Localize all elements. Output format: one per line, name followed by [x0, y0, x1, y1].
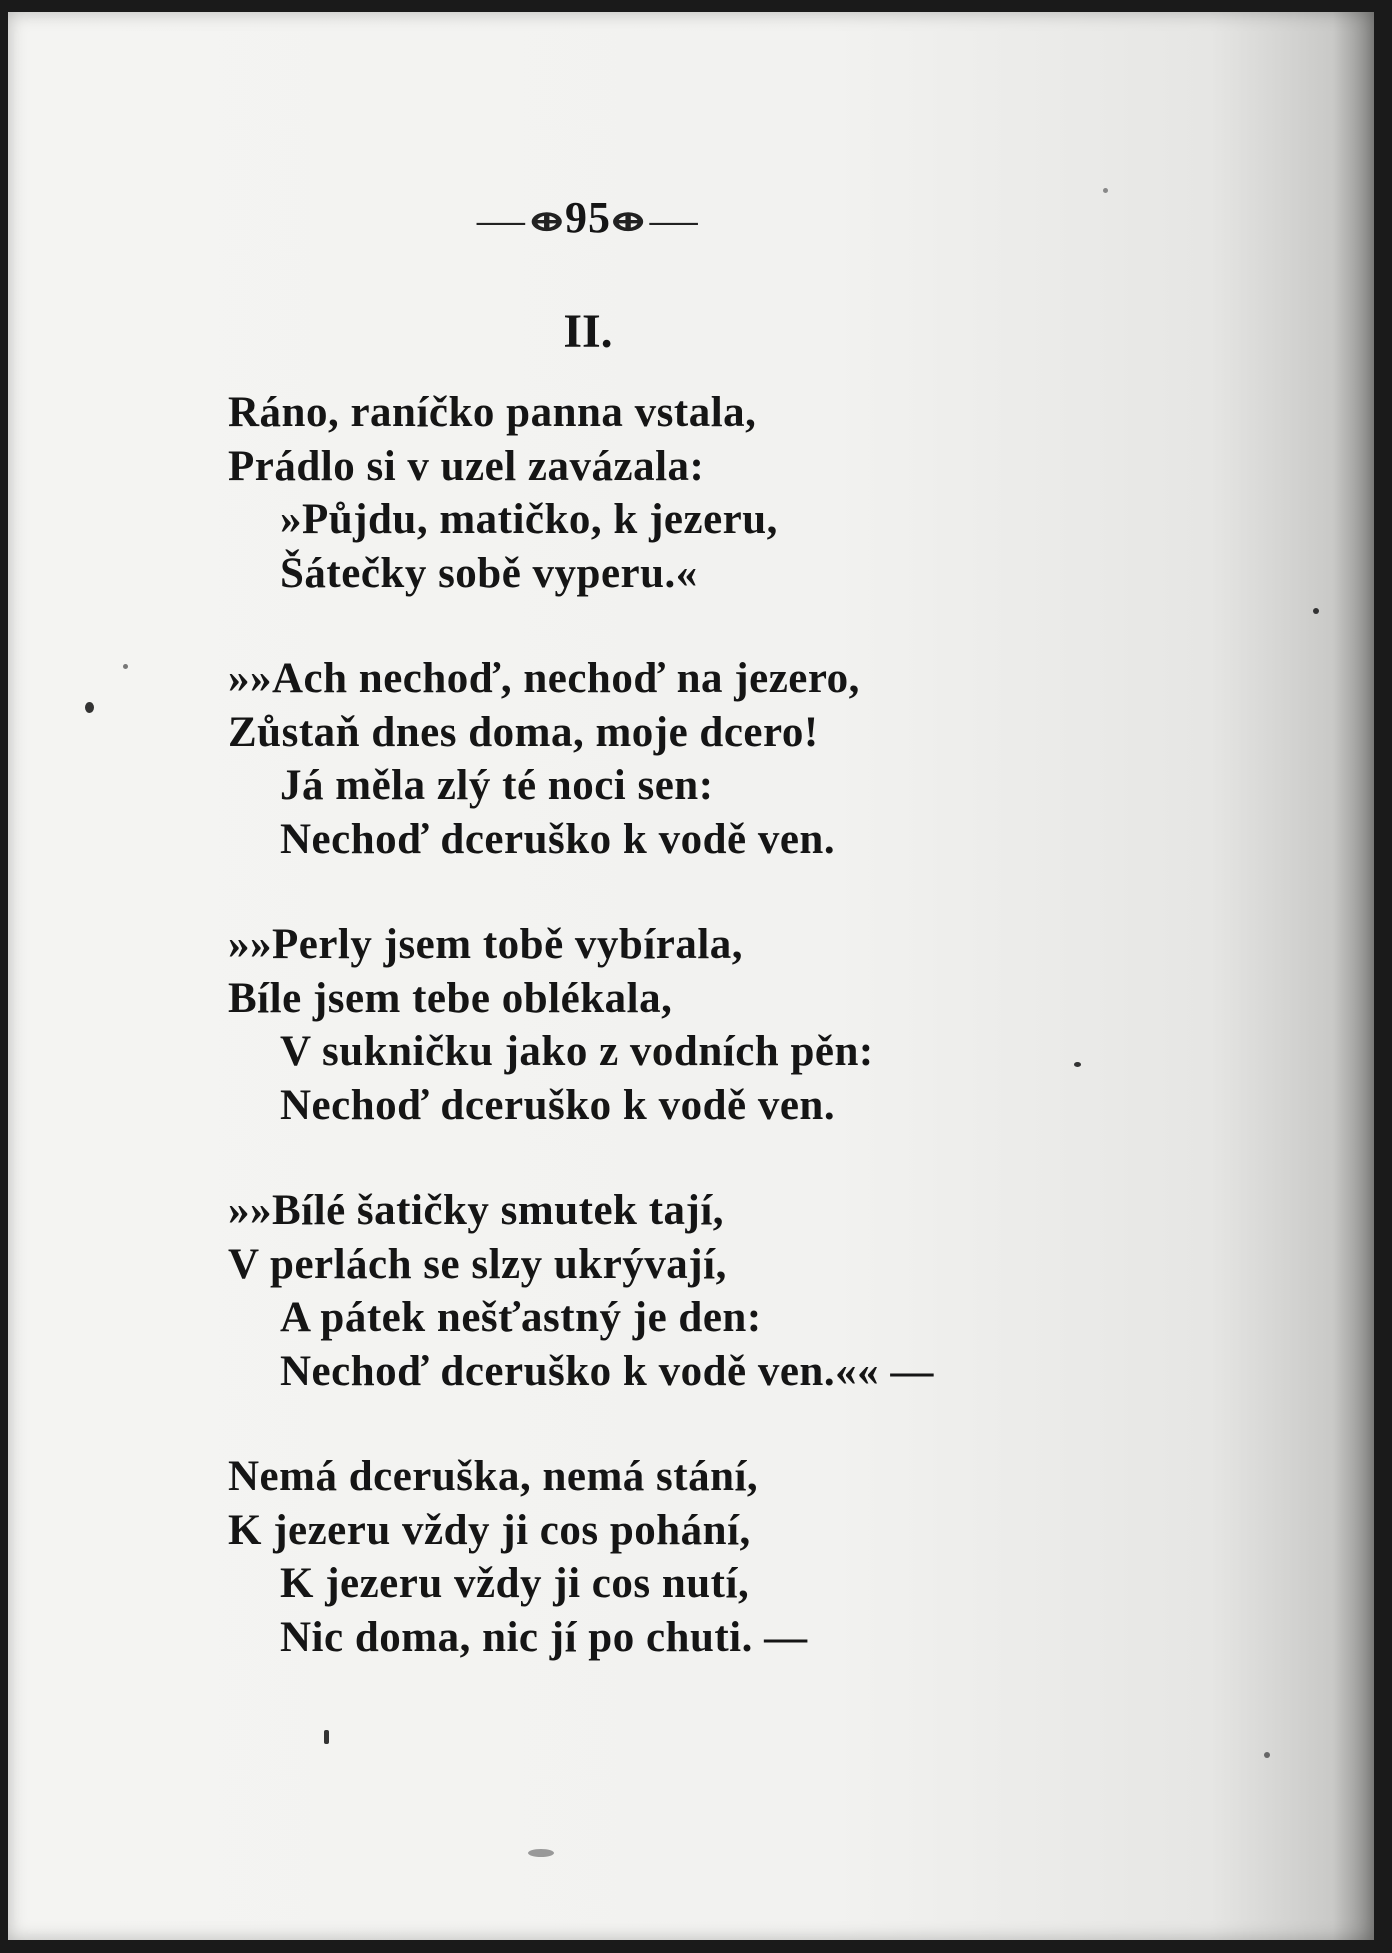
verse-line: Nic doma, nic jí po chuti. —: [280, 1613, 808, 1661]
verse-line: Ráno, raníčko panna vstala,: [228, 389, 757, 436]
ornament-left-icon: —⊕: [476, 204, 569, 238]
scan-speck: [1074, 1062, 1081, 1067]
scan-speck: [1313, 608, 1319, 614]
ornament-right-icon: ⊕—: [607, 204, 700, 238]
verse-line: K jezeru vždy ji cos nutí,: [280, 1560, 750, 1607]
book-page: [8, 12, 1374, 1940]
verse-line: »»Perly jsem tobě vybírala,: [228, 921, 744, 968]
verse-line: Bíle jsem tebe oblékala,: [228, 974, 673, 1022]
verse-line: Zůstaň dnes doma, moje dcero!: [228, 708, 819, 756]
scan-speck: [1264, 1752, 1270, 1758]
scan-speck: [123, 664, 128, 669]
stanza-1: [228, 386, 1228, 600]
verse-line: V perlách se slzy ukrývají,: [228, 1240, 727, 1288]
stanza-4: [228, 1184, 1228, 1398]
verse-line: Já měla zlý té noci sen:: [280, 762, 714, 809]
verse-line: Nechoď dceruško k vodě ven.«« —: [280, 1347, 934, 1395]
verse-line: »»Bílé šatičky smutek tají,: [228, 1187, 725, 1234]
scan-speck: [85, 702, 94, 713]
verse-line: »»Ach nechoď, nechoď na jezero,: [228, 655, 860, 702]
verse-line: A pátek nešťastný je den:: [280, 1294, 762, 1341]
verse-line: Nechoď dceruško k vodě ven.: [280, 815, 836, 863]
verse-line: Nemá dceruška, nemá stání,: [228, 1453, 759, 1500]
page-number: 95: [565, 193, 611, 242]
scan-speck: [528, 1849, 554, 1857]
stanza-2: [228, 652, 1228, 866]
stanza-5: [228, 1450, 1228, 1664]
verse-line: K jezeru vždy ji cos pohání,: [228, 1506, 751, 1554]
verse-line: V sukničku jako z vodních pěn:: [280, 1028, 874, 1075]
section-title: II.: [563, 305, 613, 358]
page-header: [428, 190, 748, 250]
stanza-3: [228, 918, 1228, 1132]
verse-line: Prádlo si v uzel zavázala:: [228, 442, 705, 490]
scan-speck: [1103, 188, 1108, 193]
verse-line: Nechoď dceruško k vodě ven.: [280, 1081, 836, 1129]
verse-line: »Půjdu, matičko, k jezeru,: [280, 496, 778, 543]
scan-speck: [324, 1730, 329, 1744]
verse-line: Šátečky sobě vyperu.«: [280, 549, 698, 597]
